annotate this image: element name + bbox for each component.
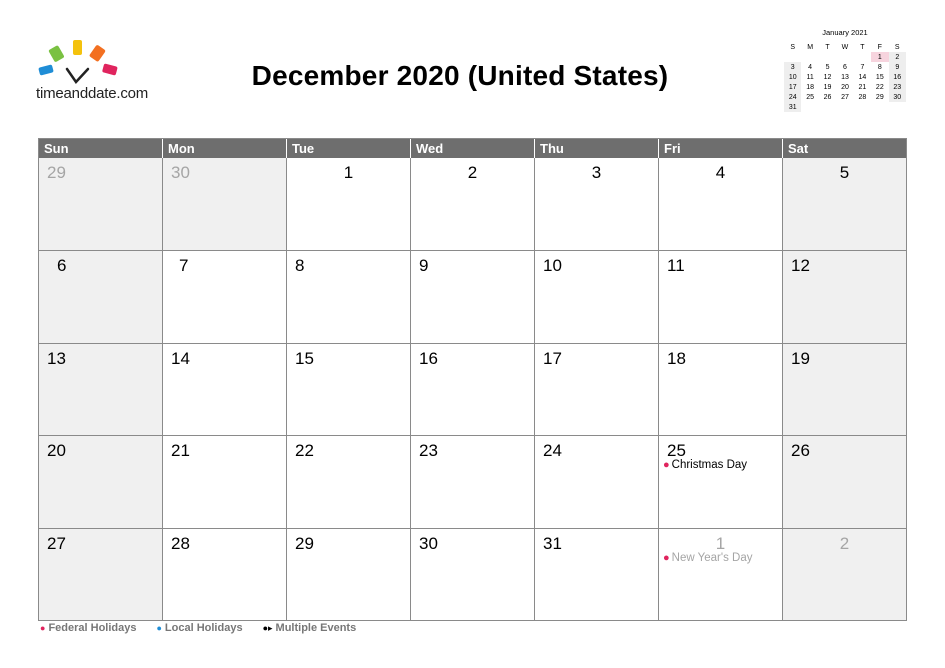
day-number: 29	[295, 533, 314, 553]
day-number: 3	[591, 163, 602, 182]
mini-day: 17	[784, 82, 801, 92]
weekday-mon: Mon	[163, 139, 287, 158]
day-cell[interactable]	[287, 436, 411, 527]
weekday-thu: Thu	[535, 139, 659, 158]
federal-bullet-icon: ●	[663, 551, 670, 564]
mini-day: 10	[784, 72, 801, 82]
day-number: 2	[839, 533, 850, 553]
day-cell[interactable]	[39, 529, 163, 620]
local-bullet-icon: ●	[156, 623, 162, 633]
holiday-label: Christmas Day	[671, 459, 748, 472]
mini-day: 22	[875, 83, 884, 91]
day-cell[interactable]	[287, 251, 411, 342]
weekday-header	[39, 139, 906, 158]
day-cell[interactable]	[659, 158, 783, 250]
day-cell[interactable]	[411, 529, 535, 620]
day-number: 16	[419, 348, 438, 368]
multiple-bullet-icon: ●▸	[262, 623, 273, 633]
mini-weekday: T	[860, 43, 865, 51]
legend	[40, 622, 356, 634]
day-cell[interactable]	[535, 251, 659, 342]
mini-calendar	[784, 28, 906, 112]
day-cell[interactable]	[411, 436, 535, 527]
logo-text: timeanddate.com	[36, 85, 149, 102]
day-cell[interactable]	[411, 251, 535, 342]
mini-day: 1	[871, 52, 888, 62]
day-number: 19	[791, 348, 810, 368]
day-number: 2	[467, 163, 478, 182]
day-cell[interactable]	[535, 436, 659, 527]
mini-day	[819, 102, 836, 112]
mini-day	[836, 52, 853, 62]
mini-day: 24	[784, 92, 801, 102]
day-number: 26	[791, 441, 810, 461]
day-number: 12	[791, 256, 810, 276]
mini-weekday: F	[877, 43, 882, 51]
day-number: 1	[715, 533, 726, 553]
day-cell[interactable]	[163, 251, 287, 342]
day-cell[interactable]	[163, 436, 287, 527]
logo-clock-icon	[36, 38, 126, 84]
mini-day	[854, 102, 871, 112]
mini-day: 23	[889, 82, 906, 92]
mini-day: 4	[808, 63, 813, 71]
mini-day	[819, 52, 836, 62]
mini-day	[871, 102, 888, 112]
mini-weekday: S	[790, 43, 796, 51]
mini-day: 26	[823, 93, 832, 101]
legend-multiple: ●▸ Multiple Events	[262, 622, 357, 634]
day-cell[interactable]	[783, 344, 906, 435]
day-number: 23	[419, 441, 438, 461]
day-number: 24	[543, 441, 562, 461]
mini-weekday: W	[841, 43, 849, 51]
holiday-event[interactable]	[663, 459, 747, 471]
day-number: 4	[715, 163, 726, 182]
day-cell[interactable]	[287, 529, 411, 620]
mini-day: 18	[806, 83, 815, 91]
timeanddate-logo[interactable]	[36, 38, 166, 104]
week-row	[39, 250, 906, 342]
mini-day: 29	[875, 93, 884, 101]
day-number: 7	[179, 256, 189, 276]
day-cell[interactable]	[411, 158, 535, 250]
day-cell[interactable]	[783, 158, 906, 250]
holiday-label: New Year's Day	[671, 551, 753, 564]
mini-weekday: S	[894, 43, 900, 51]
day-number: 27	[47, 533, 66, 553]
mini-day: 21	[858, 83, 867, 91]
mini-day: 6	[843, 63, 847, 71]
mini-day	[854, 52, 871, 62]
day-cell[interactable]	[411, 344, 535, 435]
day-cell[interactable]	[163, 529, 287, 620]
mini-day: 25	[806, 93, 815, 101]
day-cell[interactable]	[39, 251, 163, 342]
mini-day: 31	[784, 102, 801, 112]
mini-day: 3	[784, 62, 801, 72]
day-cell[interactable]	[659, 436, 783, 527]
day-number: 10	[543, 256, 562, 276]
mini-day: 14	[858, 73, 867, 81]
day-cell[interactable]	[39, 158, 163, 250]
mini-day: 12	[823, 73, 832, 81]
mini-day: 30	[889, 92, 906, 102]
federal-bullet-icon: ●	[40, 623, 46, 633]
mini-day: 28	[858, 93, 867, 101]
day-cell[interactable]	[659, 251, 783, 342]
day-number: 25	[667, 441, 686, 461]
day-number: 29	[47, 163, 66, 182]
mini-weekday: M	[807, 43, 814, 51]
day-cell[interactable]	[535, 529, 659, 620]
mini-day: 15	[875, 73, 884, 81]
month-grid	[38, 138, 907, 621]
day-number: 14	[171, 348, 190, 368]
day-number: 20	[47, 441, 66, 461]
mini-calendar-table	[784, 42, 906, 112]
weekday-tue: Tue	[287, 139, 411, 158]
mini-day: 7	[860, 63, 865, 71]
day-number: 9	[419, 256, 429, 276]
day-cell[interactable]	[659, 529, 783, 620]
day-cell[interactable]	[783, 529, 906, 620]
day-number: 8	[295, 256, 305, 276]
mini-day	[801, 102, 818, 112]
day-number: 5	[839, 163, 850, 182]
day-cell[interactable]	[535, 158, 659, 250]
mini-day: 20	[841, 83, 849, 91]
day-cell[interactable]	[163, 158, 287, 250]
mini-day: 19	[823, 83, 832, 91]
day-cell[interactable]	[39, 436, 163, 527]
legend-federal: ● Federal Holidays	[40, 622, 137, 634]
weekday-wed: Wed	[411, 139, 535, 158]
mini-day: 13	[841, 73, 849, 81]
day-number: 6	[57, 256, 67, 276]
day-cell[interactable]	[535, 344, 659, 435]
day-number: 30	[419, 533, 438, 553]
mini-weekday: T	[825, 43, 830, 51]
day-number: 28	[171, 533, 190, 553]
day-number: 21	[171, 441, 190, 461]
mini-day	[836, 102, 853, 112]
mini-day: 11	[806, 73, 814, 81]
week-row	[39, 158, 906, 250]
week-row	[39, 343, 906, 435]
day-number: 18	[667, 348, 686, 368]
mini-day: 5	[825, 63, 830, 71]
mini-day	[784, 52, 801, 62]
weekday-sat: Sat	[788, 141, 809, 156]
mini-day	[801, 52, 818, 62]
day-cell[interactable]	[287, 158, 411, 250]
mini-day	[889, 102, 906, 112]
weekday-sun: Sun	[39, 139, 163, 158]
week-row	[39, 435, 906, 527]
day-number: 30	[171, 163, 190, 182]
day-cell[interactable]	[287, 344, 411, 435]
mini-day: 16	[889, 72, 906, 82]
mini-day: 8	[877, 63, 882, 71]
day-number: 31	[543, 533, 562, 553]
federal-bullet-icon: ●	[663, 459, 670, 472]
day-cell[interactable]	[783, 436, 906, 527]
week-row	[39, 528, 906, 620]
weekday-fri: Fri	[659, 139, 783, 158]
mini-day: 27	[841, 93, 849, 101]
day-number: 22	[295, 441, 314, 461]
day-number: 1	[343, 163, 354, 182]
day-cell[interactable]	[783, 251, 906, 342]
day-number: 11	[667, 256, 685, 276]
mini-calendar-title: January 2021	[822, 28, 868, 37]
mini-day: 2	[889, 52, 906, 62]
mini-day: 9	[889, 62, 906, 72]
day-number: 13	[47, 348, 66, 368]
day-cell[interactable]	[163, 344, 287, 435]
legend-local: ● Local Holidays	[156, 622, 243, 634]
holiday-event[interactable]	[663, 552, 752, 564]
day-number: 15	[295, 348, 314, 368]
day-number: 17	[543, 348, 562, 368]
day-cell[interactable]	[659, 344, 783, 435]
day-cell[interactable]	[39, 344, 163, 435]
page-title: December 2020 (United States)	[251, 60, 669, 91]
